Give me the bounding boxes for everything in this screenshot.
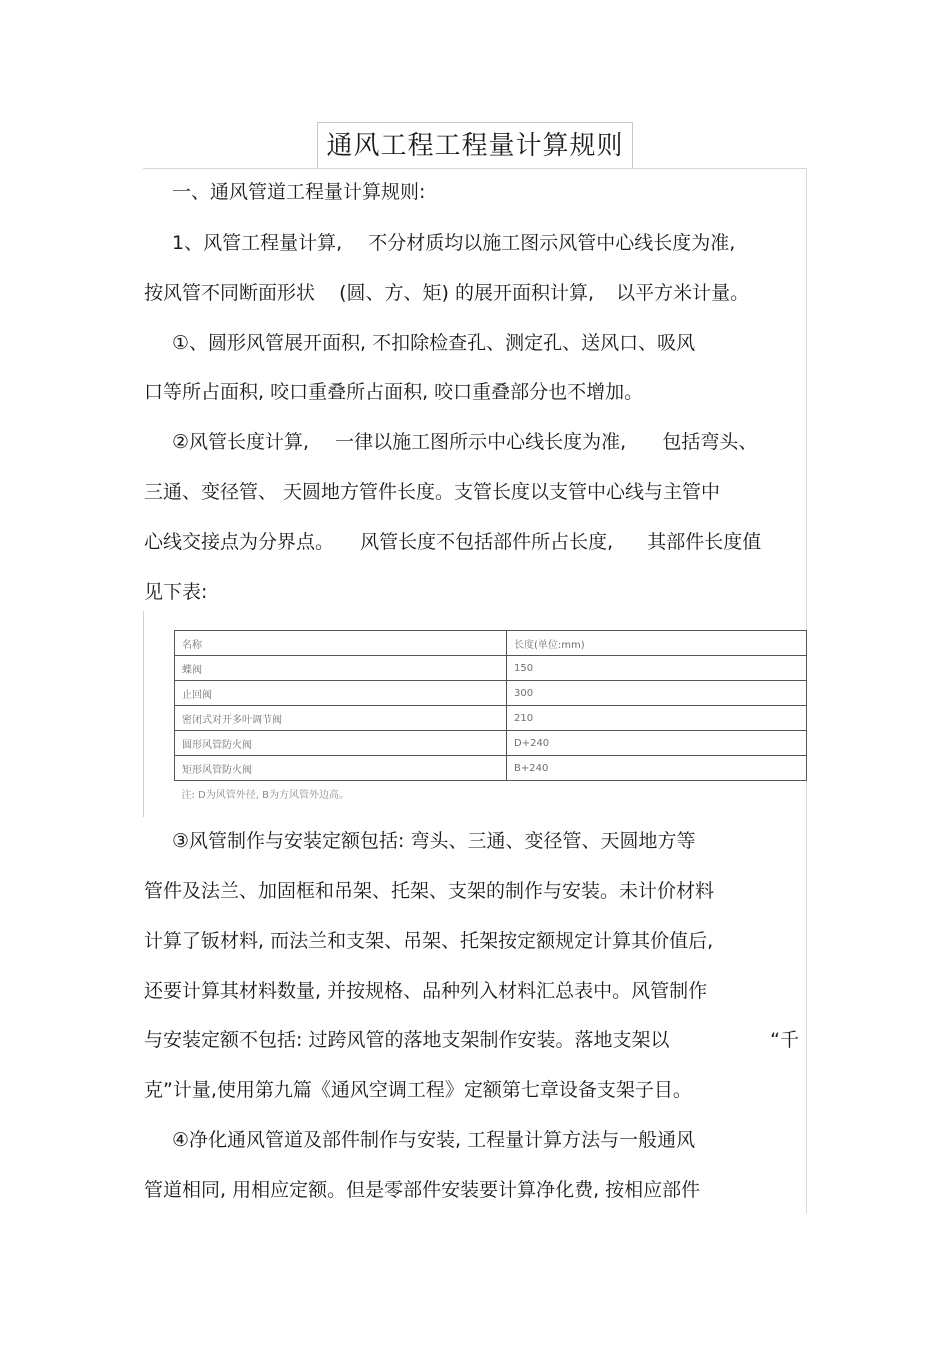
table-cell: D+240 (507, 731, 807, 756)
para3-line4: 见下表: (144, 581, 208, 603)
para3-line1 (172, 430, 757, 454)
para4-line2: 管件及法兰、加固框和吊架、托架、支架的制作与安装。未计价材料 (144, 880, 715, 902)
para4-line6: 克”计量,使用第九篇《通风空调工程》定额第七章设备支架子目。 (144, 1079, 692, 1101)
table-row (175, 756, 807, 781)
para4-line5-b: “千 (770, 1029, 799, 1051)
component-length-table (143, 611, 807, 817)
table-cell: 210 (507, 706, 807, 731)
para1-line2-c: 以平方米计量。 (616, 282, 750, 304)
table-note-row (175, 781, 807, 806)
para1-line1-b: 不分材质均以施工图示风管中心线长度为准, (368, 232, 736, 254)
para4-line1: ③风管制作与安装定额包括: 弯头、三通、变径管、天圆地方等 (172, 830, 696, 852)
table-row (175, 706, 807, 731)
para3-line2: 三通、变径管、 天圆地方管件长度。支管长度以支管中心线与主管中 (144, 481, 721, 503)
table-cell: 300 (507, 681, 807, 706)
table-cell: 蝶阀 (175, 656, 507, 681)
table-note: 注: D为风管外径, B为方风管外边高。 (175, 781, 807, 806)
page-title: 通风工程工程量计算规则 (317, 122, 633, 169)
para1-line2 (144, 281, 749, 305)
para3-line3 (144, 530, 761, 554)
table-header-row (175, 631, 807, 656)
table-row (175, 681, 807, 706)
table-row (175, 731, 807, 756)
para1-line1 (172, 231, 801, 255)
length-table (174, 630, 807, 805)
para5-line1: ④净化通风管道及部件制作与安装, 工程量计算方法与一般通风 (172, 1129, 696, 1151)
table-cell: 止回阀 (175, 681, 507, 706)
para3-line3-a: 心线交接点为分界点。 (144, 531, 335, 553)
para1-line1-a: 1、风管工程量计算, (172, 232, 343, 254)
section-heading: 一、通风管道工程量计算规则: (172, 181, 426, 203)
para1-line2-b: (圆、方、矩) 的展开面积计算, (339, 282, 595, 304)
para3-line3-b: 风管长度不包括部件所占长度, (360, 531, 614, 553)
table-cell: 密闭式对开多叶调节阀 (175, 706, 507, 731)
para2-line1: ①、圆形风管展开面积, 不扣除检查孔、测定孔、送风口、吸风 (172, 332, 696, 354)
para3-line1-a: ②风管长度计算, (172, 431, 310, 453)
para3-line3-c: 其部件长度值 (647, 531, 762, 553)
table-row (175, 656, 807, 681)
para4-line3: 计算了钣材料, 而法兰和支架、吊架、托架按定额规定计算其价值后, (144, 930, 714, 952)
table-cell: B+240 (507, 756, 807, 781)
para2-line2: 口等所占面积, 咬口重叠所占面积, 咬口重叠部分也不增加。 (144, 381, 644, 403)
table-cell: 圆形风管防火阀 (175, 731, 507, 756)
para3-line1-b: 一律以施工图所示中心线长度为准, (335, 431, 627, 453)
para4-line5 (144, 1028, 801, 1052)
table-cell: 150 (507, 656, 807, 681)
para4-line5-a: 与安装定额不包括: 过跨风管的落地支架制作安装。落地支架以 (144, 1029, 670, 1051)
para4-line4: 还要计算其材料数量, 并按规格、品种列入材料汇总表中。风管制作 (144, 980, 708, 1002)
para3-line1-c: 包括弯头、 (662, 431, 758, 453)
para1-line2-a: 按风管不同断面形状 (144, 282, 316, 304)
para5-line2: 管道相同, 用相应定额。但是零部件安装要计算净化费, 按相应部件 (144, 1179, 701, 1201)
table-header-length: 长度(单位:mm) (507, 631, 807, 656)
table-cell: 矩形风管防火阀 (175, 756, 507, 781)
table-header-name: 名称 (175, 631, 507, 656)
